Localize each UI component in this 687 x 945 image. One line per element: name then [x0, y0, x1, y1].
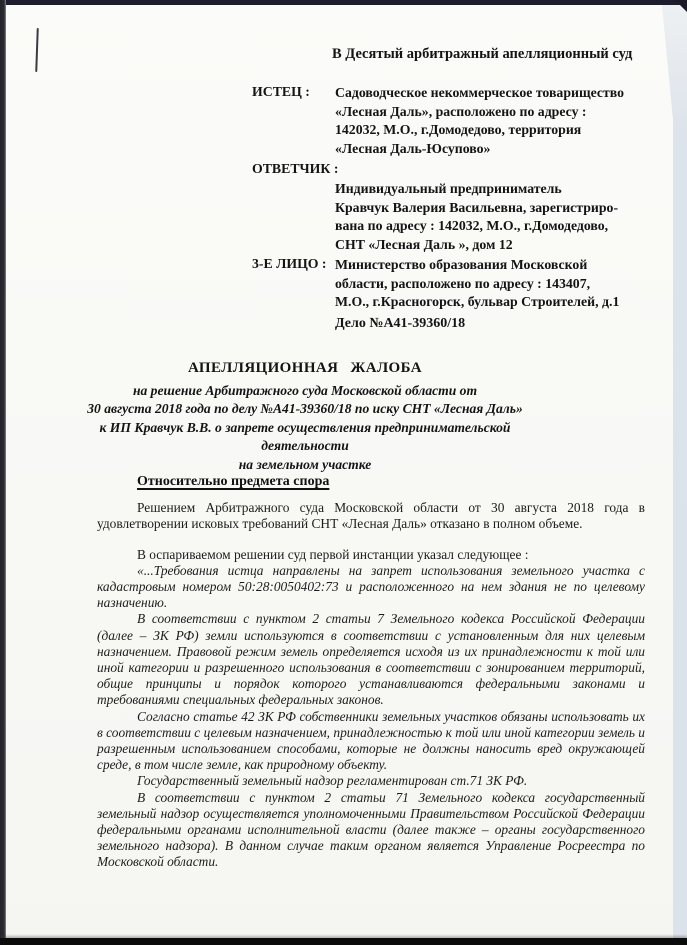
party-line: Садоводческое некоммерческое товарищество: [335, 85, 625, 100]
body-paragraph: Согласно статье 42 ЗК РФ собственники земельных участков обязаны использовать их в соответствии с целевым назначением, принадлежностью к той или иной категории земель и разрешенным использованием способами, которые не должны наносить вред окружающей среде, в том числе земле, как природному объекту.: [97, 708, 645, 773]
appeal-title-block: [55, 360, 555, 474]
party-line: СНТ «Лесная Даль », дом 12: [335, 236, 513, 252]
scan-edge-left: [0, 0, 6, 945]
party-lines: [335, 180, 665, 254]
body-paragraph: «...Требования истца направлены на запрет использования земельного участка с кадастровым номером 50:28:0050402:73 и расположенного на нем здания не по целевому назначению.: [97, 562, 645, 611]
party-line: Министерство образования Московской: [335, 257, 588, 272]
party-line: Индивидуальный предприниматель: [335, 181, 562, 196]
document-body: [97, 474, 645, 871]
party-line: Кравчук Валерия Васильевна, зарегистриро-: [335, 199, 619, 215]
party-line: «Лесная Даль-Юсупово»: [335, 140, 491, 156]
case-number: Дело №А41-39360/18: [335, 316, 466, 331]
party-lines: [335, 84, 665, 158]
appeal-title: АПЕЛЛЯЦИОННАЯ ЖАЛОБА: [188, 360, 422, 376]
body-paragraph: Государственный земельный надзор регламентирован ст.71 ЗК РФ.: [137, 773, 528, 789]
party-lines: [335, 256, 665, 312]
party-label: 3-Е ЛИЦО :: [252, 256, 327, 271]
party-line: М.О., г.Красногорск, бульвар Строителей, д.1: [335, 294, 620, 310]
appeal-subtitle-line: на решение Арбитражного суда Московской области от: [132, 383, 478, 398]
party-line: «Лесная Даль», расположено по адресу :: [335, 103, 587, 119]
scan-edge-top: [0, 0, 687, 5]
court-header: В Десятый арбитражный апелляционный суд: [332, 46, 633, 62]
body-paragraph: В оспариваемом решении суд первой инстанции указал следующее :: [137, 546, 529, 562]
scan-edge-bottom: [0, 938, 687, 945]
appeal-subtitle-line: на земельном участке: [238, 456, 372, 472]
section-heading: Относительно предмета спора: [137, 474, 330, 489]
party-label: ОТВЕТЧИК :: [252, 161, 339, 176]
body-paragraph: В соответствии с пунктом 2 статьи 7 Земельного кодекса Российской Федерации (далее – ЗК РФ) земли используются в соответствии с установленным для них целевым назначением. Правовой режим земель определяется исходя из их принадлежности к той или иной категории и разрешенного использования в соответствии с зонированием территорий, общие принципы и порядок которого устанавливаются федеральными законами и требованиями специальных федеральных законов.: [97, 611, 645, 708]
body-paragraph: Решением Арбитражного суда Московской области от 30 августа 2018 года в удовлетворении исковых требований СНТ «Лесная Даль» отказано в полном объеме.: [97, 500, 645, 532]
body-paragraph: В соответствии с пунктом 2 статьи 71 Земельного кодекса государственный земельный надзор осуществляется уполномоченными Правительством Российской Федерации федеральными органами исполнительной власти (далее также – органы государственного земельного надзора). В данном случае таким органом является Управление Росреестра по Московской области.: [97, 789, 645, 870]
party-line: вана по адресу : 142032, М.О., г.Домодедово,: [335, 218, 609, 234]
party-line: области, расположено по адресу : 143407,: [335, 275, 591, 291]
appeal-subtitle-line: к ИП Кравчук В.В. о запрете осуществления предпринимательской деятельности: [99, 419, 511, 454]
appeal-subtitle-line: 30 августа 2018 года по делу №А41-39360/18 по иску СНТ «Лесная Даль»: [87, 401, 523, 417]
party-line: 142032, М.О., г.Домодедово, территория: [335, 122, 582, 138]
party-label: ИСТЕЦ :: [252, 84, 310, 99]
